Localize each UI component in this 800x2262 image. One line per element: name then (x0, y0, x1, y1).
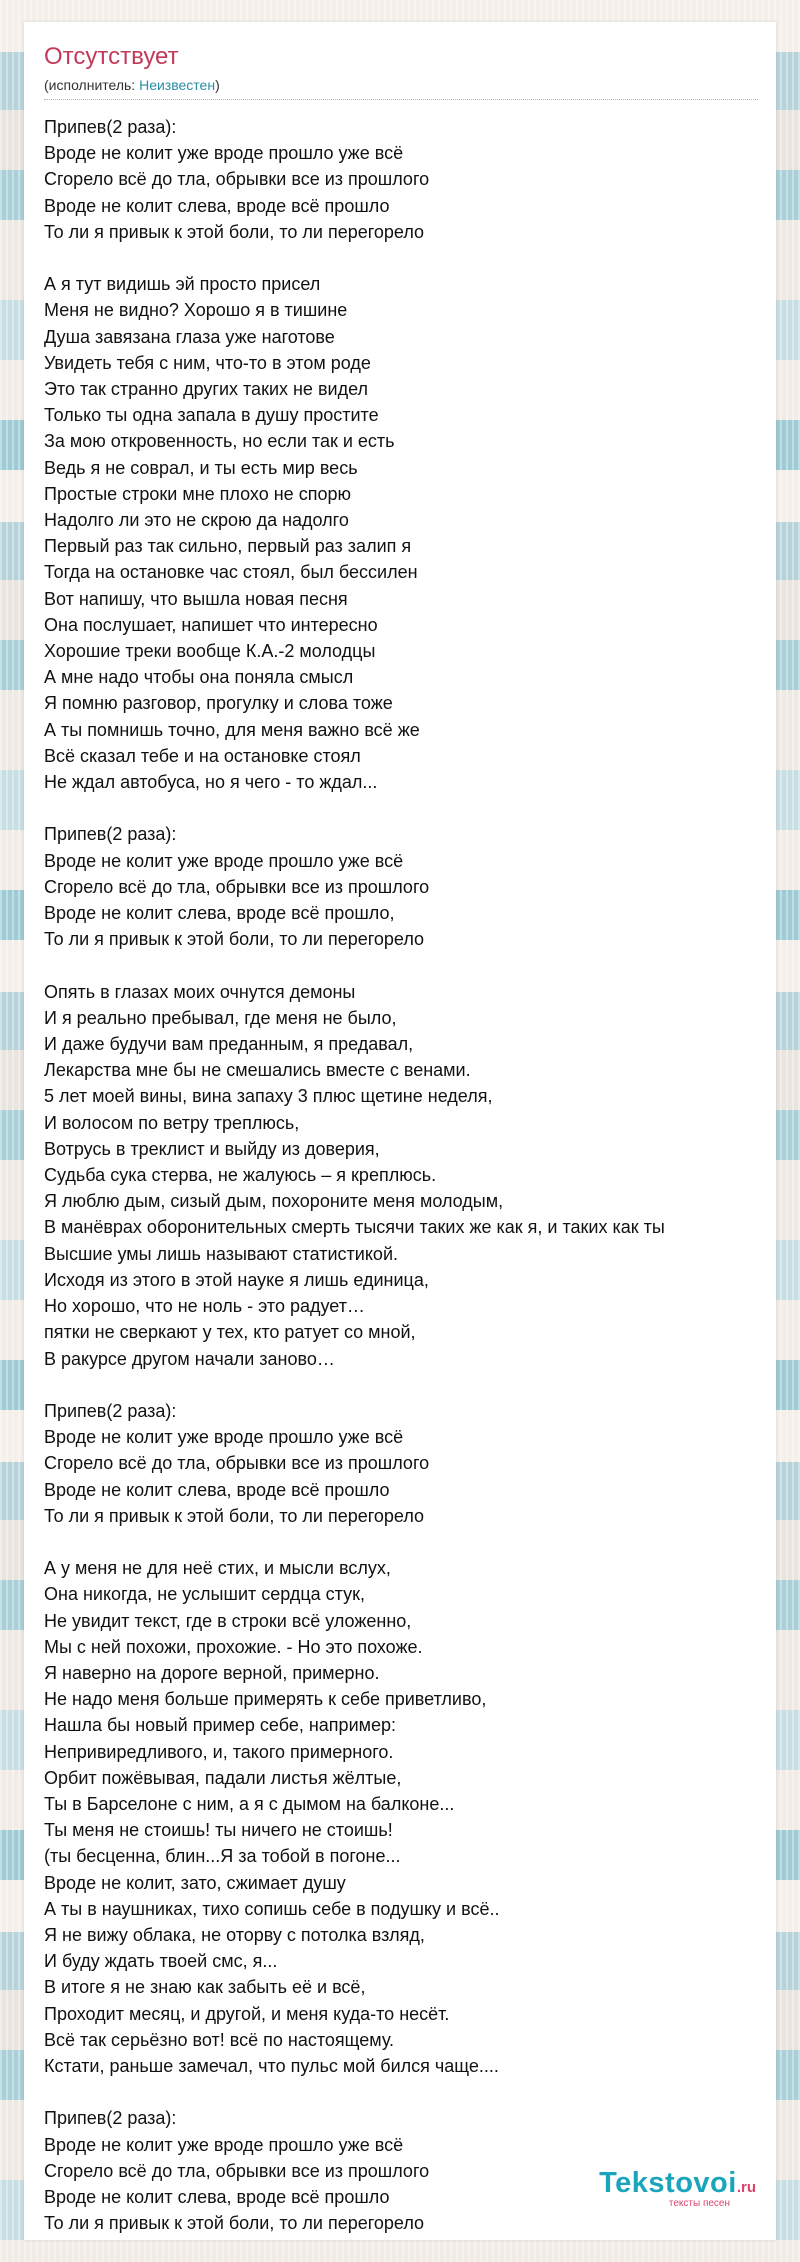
lyrics-line: Сгорело всё до тла, обрывки все из прошлого (44, 2160, 430, 2181)
lyrics-line: Вроде не колит уже вроде прошло уже всё (44, 2134, 404, 2155)
lyrics-line: Опять в глазах моих очнутся демоны (44, 981, 356, 1002)
lyrics-stanza (44, 979, 758, 1372)
lyrics-line: Вроде не колит уже вроде прошло уже всё (44, 850, 404, 871)
lyrics-line: Ведь я не соврал, и ты есть мир весь (44, 457, 358, 478)
lyrics-line: И буду ждать твоей смс, я... (44, 1951, 278, 1972)
lyrics-line: Тогда на остановке час стоял, был бессилен (44, 562, 418, 583)
lyrics-line: В манёврах оборонительных смерть тысячи таких же как я, и таких как ты (44, 1217, 665, 1238)
lyrics-line: Высшие умы лишь называют статистикой. (44, 1243, 398, 1264)
lyrics-line: Орбит пожёвывая, падали листья жёлтые, (44, 1767, 402, 1788)
lyrics-line: Припев(2 раза): (44, 117, 177, 137)
lyrics-line: Припев(2 раза): (44, 1400, 177, 1421)
lyrics-text (44, 114, 758, 2236)
brand-tagline: тексты песен (668, 2198, 730, 2209)
lyrics-line: И волосом по ветру треплюсь, (44, 1112, 300, 1133)
lyrics-line: Ты в Барселоне с ним, а я с дымом на балконе... (44, 1793, 455, 1814)
lyrics-line: Надолго ли это не скрою да надолго (44, 510, 349, 531)
lyrics-line: Вроде не колит слева, вроде всё прошло, (44, 903, 395, 924)
lyrics-line: Не надо меня больше примерять к себе приветливо, (44, 1689, 487, 1710)
brand-name-line (599, 2168, 756, 2198)
lyrics-line: Сгорело всё до тла, обрывки все из прошлого (44, 876, 430, 897)
divider (44, 99, 758, 100)
performer-prefix: (исполнитель: (44, 77, 140, 93)
lyrics-line: И даже будучи вам преданным, я предавал, (44, 1034, 414, 1055)
lyrics-line: Сгорело всё до тла, обрывки все из прошлого (44, 1453, 430, 1474)
performer-link[interactable]: Неизвестен (139, 77, 216, 93)
lyrics-line: Я помню разговор, прогулку и слова тоже (44, 693, 393, 714)
lyrics-line: В итоге я не знаю как забыть её и всё, (44, 1977, 366, 1998)
lyrics-line: А мне надо чтобы она поняла смысл (44, 667, 354, 688)
lyrics-line: А ты помнишь точно, для меня важно всё же (44, 719, 420, 740)
lyrics-line: 5 лет моей вины, вина запаху 3 плюс щетине неделя, (44, 1086, 493, 1107)
lyrics-line: Вроде не колит уже вроде прошло уже всё (44, 1427, 404, 1448)
lyrics-line: Вроде не колит уже вроде прошло уже всё (44, 143, 404, 164)
lyrics-line: То ли я привык к этой боли, то ли перегорело (44, 1505, 425, 1526)
lyrics-line: Это так странно других таких не видел (44, 379, 368, 400)
lyrics-line: Она послушает, напишет что интересно (44, 614, 378, 635)
lyrics-line: Всё сказал тебе и на остановке стоял (44, 745, 361, 766)
lyrics-line: Простые строки мне плохо не спорю (44, 483, 351, 504)
lyrics-line: Вотрусь в треклист и выйду из доверия, (44, 1138, 380, 1159)
brand-tld: .ru (736, 2179, 756, 2196)
lyrics-line: Не увидит текст, где в строки всё уложенно, (44, 1610, 412, 1631)
lyrics-line: Вроде не колит слева, вроде всё прошло (44, 195, 390, 216)
lyrics-stanza (44, 1555, 758, 2079)
lyrics-line: Исходя из этого в этой науке я лишь единица, (44, 1269, 429, 1290)
lyrics-line: Только ты одна запала в душу простите (44, 405, 379, 426)
lyrics-line: пятки не сверкают у тех, кто ратует со мной, (44, 1322, 416, 1343)
lyrics-line: Всё так серьёзно вот! всё по настоящему. (44, 2029, 395, 2050)
performer-line (44, 76, 758, 94)
lyrics-line: Душа завязана глаза уже наготове (44, 326, 335, 347)
lyrics-line: Меня не видно? Хорошо я в тишине (44, 300, 348, 321)
lyrics-line: Вроде не колит, зато, сжимает душу (44, 1872, 346, 1893)
lyrics-line: Проходит месяц, и другой, и меня куда-то несёт. (44, 2003, 450, 2024)
lyrics-line: То ли я привык к этой боли, то ли перегорело (44, 221, 425, 242)
lyrics-line: (ты бесценна, блин...Я за тобой в погоне... (44, 1846, 401, 1867)
lyrics-stanza (44, 1398, 758, 1529)
lyrics-line: Нашла бы новый пример себе, например: (44, 1715, 397, 1736)
lyrics-stanza (44, 821, 758, 952)
lyrics-line: Увидеть тебя с ним, что-то в этом роде (44, 352, 371, 373)
lyrics-line: Лекарства мне бы не смешались вместе с венами. (44, 1060, 471, 1081)
lyrics-line: За мою откровенность, но если так и есть (44, 431, 395, 452)
lyrics-line: Не ждал автобуса, но я чего - то ждал... (44, 772, 378, 793)
lyrics-line: Я не вижу облака, не оторву с потолка взляд, (44, 1924, 425, 1945)
lyrics-line: Вроде не колит слева, вроде всё прошло (44, 2186, 390, 2207)
lyrics-line: Судьба сука стерва, не жалуюсь – я креплюсь. (44, 1165, 437, 1186)
lyrics-line: Вот напишу, что вышла новая песня (44, 588, 348, 609)
lyrics-line: Вроде не колит слева, вроде всё прошло (44, 1479, 390, 1500)
brand-name: Tekstovoi (599, 2167, 737, 2199)
lyrics-line: Она никогда, не услышит сердца стук, (44, 1584, 365, 1605)
lyrics-line: Но хорошо, что не ноль - это радует… (44, 1296, 365, 1317)
song-title: Отсутствует (44, 43, 179, 70)
lyrics-line: Припев(2 раза): (44, 824, 177, 845)
performer-suffix: ) (215, 77, 220, 93)
lyrics-line: А ты в наушниках, тихо сопишь себе в подушку и всё.. (44, 1898, 500, 1919)
lyrics-line: Первый раз так сильно, первый раз залип я (44, 536, 412, 557)
lyrics-line: А у меня не для неё стих, и мысли вслух, (44, 1558, 391, 1579)
lyrics-line: Ты меня не стоишь! ты ничего не стоишь! (44, 1820, 393, 1841)
lyrics-line: То ли я привык к этой боли, то ли перегорело (44, 2213, 425, 2234)
lyrics-stanza (44, 271, 758, 795)
lyrics-line: А я тут видишь эй просто присел (44, 274, 321, 295)
lyrics-line: Я люблю дым, сизый дым, похороните меня молодым, (44, 1191, 504, 1212)
lyrics-line: То ли я привык к этой боли, то ли перегорело (44, 929, 425, 950)
lyrics-stanza (44, 114, 758, 245)
lyrics-card (24, 22, 776, 2240)
site-logo[interactable] (599, 2168, 756, 2210)
lyrics-line: Припев(2 раза): (44, 2108, 177, 2129)
lyrics-line: В ракурсе другом начали заново… (44, 1348, 335, 1369)
lyrics-line: Я наверно на дороге верной, примерно. (44, 1662, 380, 1683)
lyrics-line: Хорошие треки вообще К.А.-2 молодцы (44, 641, 376, 662)
lyrics-line: Кстати, раньше замечал, что пульс мой бился чаще.... (44, 2055, 499, 2076)
lyrics-line: Непривиредливого, и, такого примерного. (44, 1741, 394, 1762)
lyrics-line: Сгорело всё до тла, обрывки все из прошлого (44, 169, 430, 190)
lyrics-line: Мы с ней похожи, прохожие. - Но это похоже. (44, 1636, 423, 1657)
lyrics-line: И я реально пребывал, где меня не было, (44, 1007, 397, 1028)
